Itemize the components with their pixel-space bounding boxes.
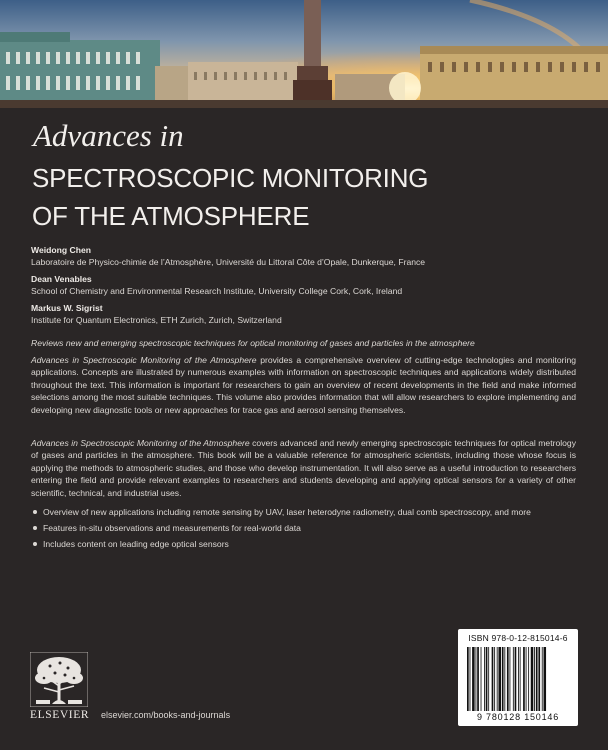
book-title-italic: Advances in Spectroscopic Monitoring of the Atmosphere: [31, 438, 250, 448]
barcode-bar: [507, 647, 509, 711]
publisher-website: elsevier.com/books-and-journals: [101, 710, 231, 720]
paragraph-text: provides a comprehensive overview of cutting-edge technologies and monitoring applications. Concepts are illustrated by numerous examples with information on spectroscopic techniques and applications widely distributed throughout the text. This information is important for researchers to gain an overview of recent developments in the field and make informed selections among the most suitable techniques. This volume also provides information that will allow researchers to explore implementing and developing new diagnostic tools or new approaches for trace gas and aerosol sensing themselves.: [31, 355, 577, 415]
author-entry: [31, 244, 576, 268]
barcode-bar: [531, 647, 534, 711]
list-item: [31, 522, 591, 534]
barcode-bar: [488, 647, 489, 711]
barcode-bar: [523, 647, 525, 711]
author-affiliation: Institute for Quantum Electronics, ETH Zurich, Zurich, Switzerland: [31, 315, 282, 325]
barcode-bars: [467, 647, 569, 711]
barcode-bar: [528, 647, 529, 711]
cover-photo-st-petersburg-palace-square: [0, 0, 608, 108]
barcode-bar: [536, 647, 538, 711]
bullet-icon: [33, 510, 37, 514]
isbn-barcode: [458, 629, 578, 726]
author-affiliation: Laboratoire de Physico-chimie de l’Atmosphère, Université du Littoral Côte d’Opale, Dunkerque, France: [31, 257, 426, 267]
author-entry: [31, 273, 576, 297]
barcode-bar: [502, 647, 504, 711]
barcode-bar: [492, 647, 494, 711]
bullet-text: Features in-situ observations and measurements for real-world data: [43, 523, 301, 533]
author-name: Weidong Chen: [31, 245, 91, 255]
barcode-bar: [518, 647, 519, 711]
author-name: Markus W. Sigrist: [31, 303, 103, 313]
list-item: [31, 506, 591, 518]
barcode-bar: [526, 647, 527, 711]
title-advances-in: Advances in: [33, 118, 184, 153]
barcode-bar: [486, 647, 488, 711]
barcode-bar: [513, 647, 514, 711]
isbn-label: ISBN 978-0-12-815014-6: [468, 633, 568, 643]
barcode-bar: [544, 647, 547, 711]
barcode-bar: [497, 647, 498, 711]
paragraph-text: covers advanced and newly emerging spectroscopic techniques for optical metrology of gases and particles in the atmosphere. This book will be a valuable reference for atmospheric scientists, including those whose focus is applying the methods to atmospheric studies, and those who develop instrumentation. It will also serve as a useful introduction to researchers entering the field and provide relevant examples to researchers and students developing and applying optical sensors for a variety of other scientific, technical, and industrial uses.: [31, 438, 576, 498]
description-paragraph-1: [31, 354, 576, 416]
bullet-text: Includes content on leading edge optical sensors: [43, 539, 229, 549]
barcode-bar: [477, 647, 479, 711]
barcode-bar: [498, 647, 501, 711]
barcode-bar: [467, 647, 469, 711]
barcode-bar: [504, 647, 505, 711]
author-entry: [31, 302, 576, 326]
title-line-of-the-atmosphere: OF THE ATMOSPHERE: [32, 201, 310, 231]
barcode-bar: [542, 647, 543, 711]
barcode-bar: [476, 647, 477, 711]
bullet-icon: [33, 526, 37, 530]
barcode-bar: [470, 647, 471, 711]
description-paragraph-2: [31, 437, 576, 499]
barcode-bar: [472, 647, 475, 711]
bullet-text: Overview of new applications including remote sensing by UAV, laser heterodyne radiometry, dual comb spectroscopy, and more: [43, 507, 531, 517]
elsevier-tree-logo: [30, 652, 88, 707]
publisher-name: ELSEVIER: [30, 709, 90, 721]
book-title-italic: Advances in Spectroscopic Monitoring of the Atmosphere: [31, 355, 257, 365]
author-name: Dean Venables: [31, 274, 92, 284]
barcode-digits: 9 780128 150146: [476, 712, 560, 722]
barcode-bar: [484, 647, 485, 711]
title-line-spectroscopic-monitoring: SPECTROSCOPIC MONITORING: [32, 163, 429, 193]
barcode-bar: [515, 647, 517, 711]
barcode-bar: [494, 647, 495, 711]
barcode-bar: [510, 647, 511, 711]
bullet-icon: [33, 542, 37, 546]
barcode-bar: [534, 647, 535, 711]
barcode-bar: [481, 647, 482, 711]
list-item: [31, 538, 591, 550]
book-tagline: Reviews new and emerging spectroscopic techniques for optical monitoring of gases and particles in the atmosphere: [31, 338, 475, 348]
feature-bullet-list: [31, 506, 591, 554]
author-list: [31, 244, 576, 331]
barcode-bar: [520, 647, 521, 711]
author-affiliation: School of Chemistry and Environmental Research Institute, University College Cork, Cork, Ireland: [31, 286, 403, 296]
barcode-bar: [538, 647, 540, 711]
